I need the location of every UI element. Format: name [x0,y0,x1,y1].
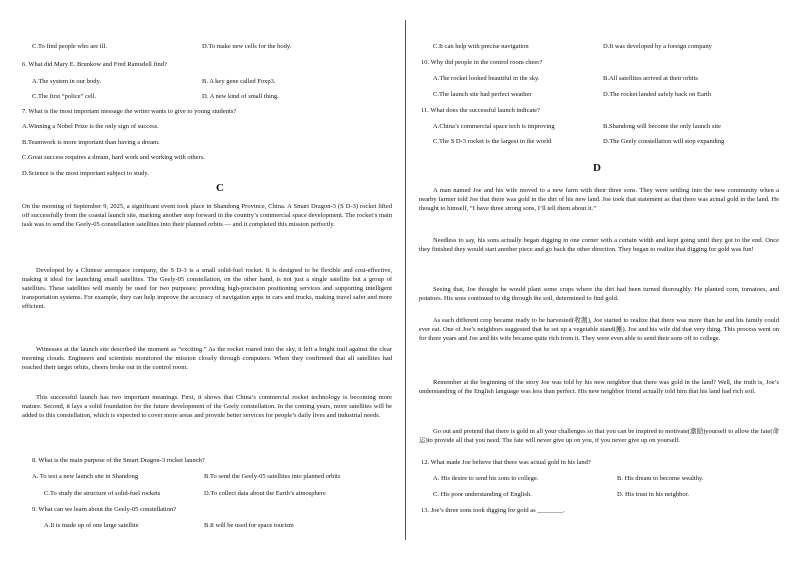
option-b: B.To send the Geely-05 satellites into planned orbits [204,473,341,480]
option-c: C.To find people who are ill. [32,43,107,50]
passage-d-paragraph-4: As each different crop became ready to be harvested(收割), Joe started to realize that there was more than he and his family could ever eat. One of Joe’s neighbors suggested that he set up a vegetable stand(摊). Joe and his wife did that very thing. This process went on for three years and Joe and his wife became quite rich from it. They were even able to send their sons off to college. [419,317,779,342]
passage-d-paragraph-2: Needless to say, his sons actually began digging in one corner with a certain width and kept going until they got to the end. Once they finished they would start another piece and go back the other direction. They began to realize that digging for gold was fun! [419,237,779,253]
option-b: B. His dream to become wealthy. [617,475,704,482]
option-a: A. To test a new launch site in Shandong [32,473,139,480]
option-d: D. A new kind of small thing. [202,93,279,100]
passage-c-paragraph-2: Developed by a Chinese aerospace company, the S D-3 is a small solid-fuel rocket. It is designed to be flexible and cost-effective, making it ideal for launching small satellites. The Geely-05 constellation, on the other hand, is not just a single satellite but a group of satellites. These satellites will mainly be used for two purposes: providing high-precision positioning services and supporting intelligent transportation systems. For example, they can help improve the accuracy of navigation apps in cars and trucks, making travel safer and more efficient. [22,267,392,310]
q7-option-b: B.Teamwork is more important than having a dream. [22,139,160,146]
q8-options-cd [44,489,392,498]
option-a: A.China’s commercial space tech is improving [433,123,555,130]
option-a: A.The rocket looked beautiful in the sky. [433,75,540,82]
option-c: C.The S D-3 rocket is the largest in the world [433,138,552,145]
passage-c-paragraph-4: This successful launch has two important meanings. First, it shows that China’s commercial rocket technology is becoming more mature. Second, it lays a solid foundation for the future development of the Geely constellation. In the coming years, more satellites will be added to this constellation, which is expected to cover more areas and provide better services for people’s daily lives and industrial needs. [22,394,392,419]
option-d: D.The rocket landed safely back on Earth [603,91,712,98]
q7-option-a: A.Winning a Nobel Prize is the only sign of success. [22,123,159,130]
option-d: D.To collect data about the Earth’s atmosphere [204,490,326,497]
q12-options-cd [433,490,781,499]
option-c: C.To study the structure of solid-fuel rockets [44,490,161,497]
question-9: 9. What can we learn about the Geely-05 constellation? [32,506,177,513]
option-a: A. His desire to send his sons to college. [433,475,539,482]
question-13: 13. Joe’s three sons took digging for gold as ________. [421,507,565,514]
section-d-heading: D [593,162,601,174]
question-7: 7. What is the most important message the writer wants to give to young students? [22,108,237,115]
q10-options-ab [433,74,781,83]
q5-options-cd [32,42,392,51]
option-b: B. A key gene called Foxp3. [202,78,276,85]
q11-options-cd [433,137,781,146]
q11-options-ab [433,122,781,131]
question-10: 10. Why did people in the control room cheer? [421,59,543,66]
passage-d-paragraph-3: Seeing that, Joe thought he would plant some crops where the dirt had been turned thoroughly. He planted corn, tomatoes, and potatoes. His sons continued to dig through the soil, determined to find gold. [419,286,779,302]
q9-options-cd [433,42,781,51]
option-b: B.It will be used for space tourism [204,522,294,529]
option-d: D. His trust in his neighbor. [617,491,690,498]
option-b: B.All satellites arrived at their orbits [603,75,698,82]
option-c: C.The first “police” cell. [32,93,97,100]
passage-d-paragraph-5: Remember at the beginning of the story Joe was told by his new neighbor that there was gold in the land? Well, the truth is, Joe’s understanding of the English language was less than perfect. His new neighbor friend actually told him that his land had rich soil. [419,379,779,395]
option-a: A.The system in our body. [32,78,101,85]
passage-d-paragraph-6: Go out and pretend that there is gold in all your challenges so that you can be inspired to motivate(激励)yourself to allow the fate(命运)to provide all that you need. The fate will never give up on you, if you never give up on yourself. [419,428,779,444]
passage-c-paragraph-3: Witnesses at the launch site described the moment as “exciting.” As the rocket roared into the sky, it left a bright trail against the clear morning clouds. Engineers and scientists monitored the mission closely through computers. When they confirmed that all satellites had reached their target orbits, cheers broke out in the control room. [22,346,392,371]
q8-options-ab [32,472,392,481]
q7-option-c: C.Great success requires a dream, hard work and working with others. [22,154,205,161]
q10-options-cd [433,90,781,99]
q7-option-d: D.Science is the most important subject to study. [22,170,149,177]
question-11: 11. What does the successful launch indicate? [421,107,540,114]
option-d: D.The Geely constellation will stop expanding [603,138,725,145]
option-d: D.To make new cells for the body. [202,43,292,50]
column-divider [405,20,406,540]
section-c-heading: C [216,182,224,194]
option-c: C. His poor understanding of English. [433,491,532,498]
passage-d-paragraph-1: A man named Joe and his wife moved to a new farm with their three sons. They were settling into the new community when a nearby farmer told Joe that there was gold in the dirt of his new land. Joe took that statement as that there was actual gold in the land. He thought to himself, “I have three strong sons, I’ll tell them about it.” [419,187,779,212]
q9-options-ab [44,521,392,530]
option-d: D.It was developed by a foreign company [603,43,712,50]
question-6: 6. What did Mary E. Brunkow and Fred Ramsdell find? [22,61,167,68]
option-b: B.Shandong will become the only launch site [603,123,721,130]
option-c: C.The launch site had perfect weather [433,91,532,98]
question-12: 12. What made Joe believe that there was actual gold in his land? [421,459,591,466]
q6-options-ab [32,77,392,86]
option-c: C.It can help with precise navigation [433,43,529,50]
option-a: A.It is made up of one large satellite [44,522,139,529]
q6-options-cd [32,92,392,101]
q12-options-ab [433,474,781,483]
passage-c-paragraph-1: On the morning of September 9, 2025, a significant event took place in Shandong Province, China. A Smart Dragon-3 (S D-3) rocket lifted off successfully from the coastal launch site, marking another step forward in the country’s commercial space development. The rocket’s main task was to send the Geely-05 constellation satellites into their planned orbits — and it completed this mission perfectly. [22,203,392,228]
question-8: 8. What is the main purpose of the Smart Dragon-3 rocket launch? [32,457,205,464]
